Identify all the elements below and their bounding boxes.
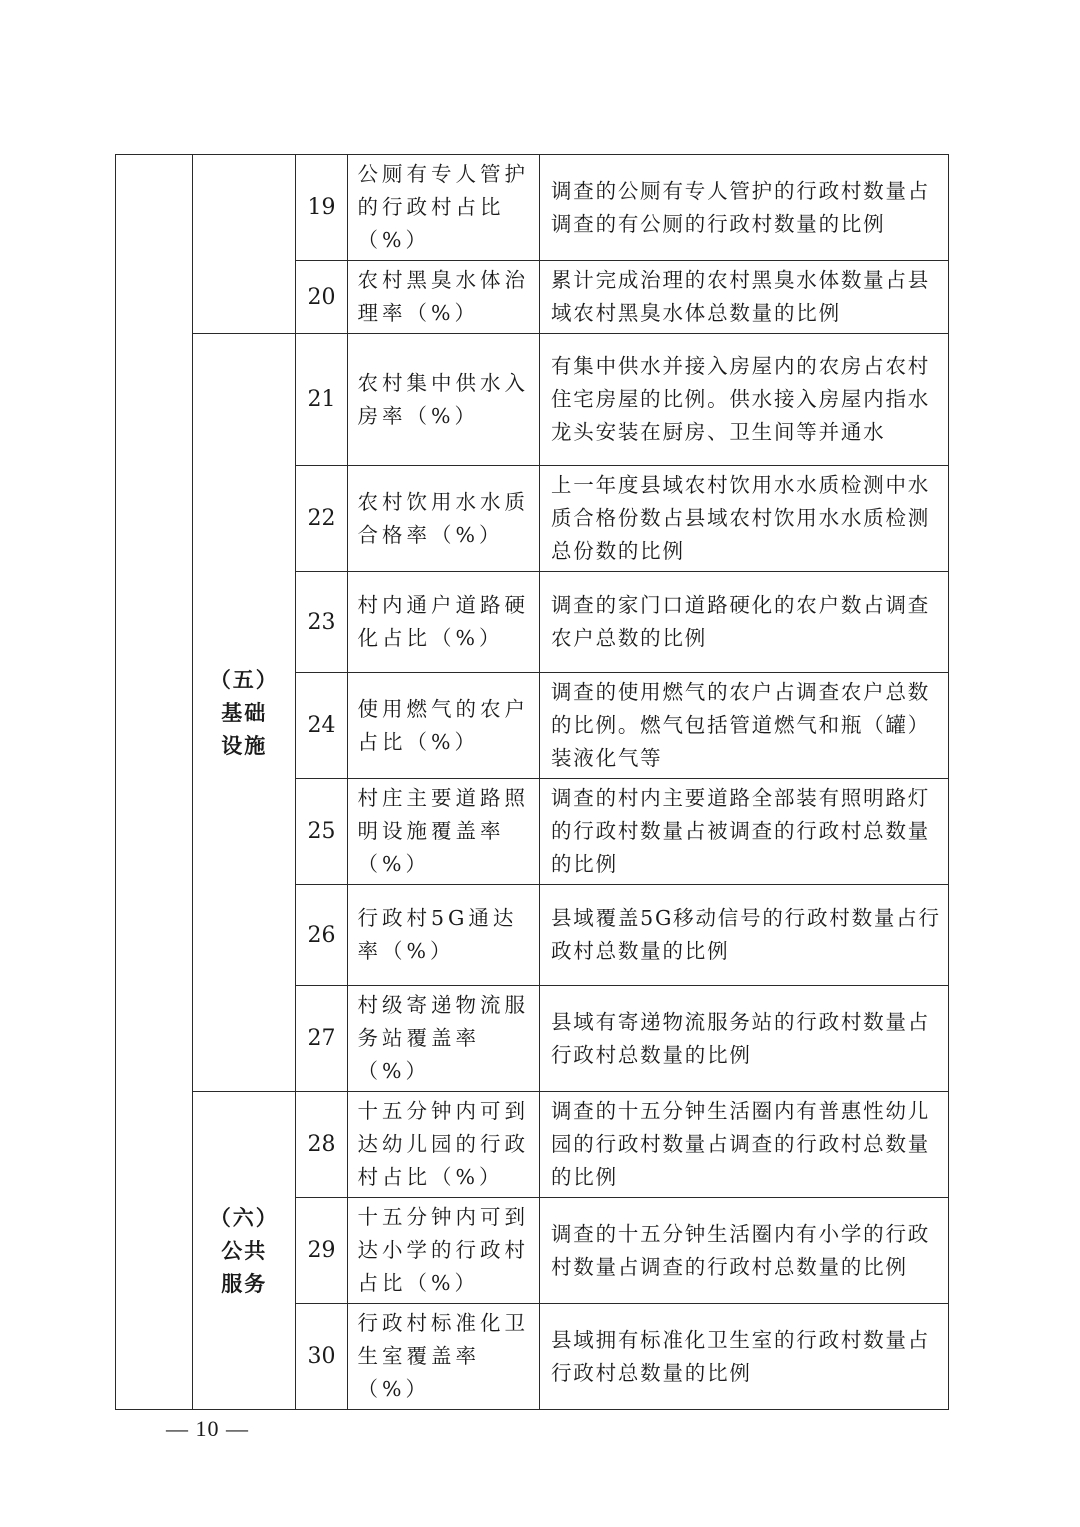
indicator-name: 十五分钟内可到达幼儿园的行政村占比（%） — [347, 1092, 539, 1198]
table-row — [116, 1092, 949, 1198]
indicator-description: 调查的家门口道路硬化的农户数占调查农户总数的比例 — [539, 572, 948, 673]
indicator-description: 调查的村内主要道路全部装有照明路灯的行政村数量占被调查的行政村总数量的比例 — [539, 779, 948, 885]
indicator-description: 县域有寄递物流服务站的行政村数量占行政村总数量的比例 — [539, 986, 948, 1092]
row-number: 22 — [296, 466, 347, 572]
indicator-description: 有集中供水并接入房屋内的农房占农村住宅房屋的比例。供水接入房屋内指水龙头安装在厨房、卫生间等并通水 — [539, 334, 948, 466]
category-line: （五） — [209, 667, 279, 692]
indicator-name: 村内通户道路硬化占比（%） — [347, 572, 539, 673]
category-line: 基础 — [221, 700, 268, 725]
indicator-name: 村庄主要道路照明设施覆盖率（%） — [347, 779, 539, 885]
indicator-description: 调查的公厕有专人管护的行政村数量占调查的有公厕的行政村数量的比例 — [539, 155, 948, 261]
indicator-name: 农村黑臭水体治理率（%） — [347, 261, 539, 334]
indicator-name: 使用燃气的农户占比（%） — [347, 673, 539, 779]
category-line: 服务 — [221, 1271, 268, 1296]
row-number: 26 — [296, 885, 347, 986]
row-number: 27 — [296, 986, 347, 1092]
row-number: 21 — [296, 334, 347, 466]
category-line: （六） — [209, 1205, 279, 1230]
indicator-name: 十五分钟内可到达小学的行政村占比（%） — [347, 1198, 539, 1304]
indicator-name: 公厕有专人管护的行政村占比（%） — [347, 155, 539, 261]
category-public-services — [193, 1092, 296, 1410]
category-cell-prev — [193, 155, 296, 334]
row-number: 30 — [296, 1304, 347, 1410]
indicator-name: 行政村5G通达率（%） — [347, 885, 539, 986]
indicator-description: 调查的使用燃气的农户占调查农户总数的比例。燃气包括管道燃气和瓶（罐）装液化气等 — [539, 673, 948, 779]
row-number: 28 — [296, 1092, 347, 1198]
table-row — [116, 334, 949, 466]
indicator-description: 县域覆盖5G移动信号的行政村数量占行政村总数量的比例 — [539, 885, 948, 986]
category-line: 公共 — [221, 1238, 268, 1263]
indicator-name: 行政村标准化卫生室覆盖率（%） — [347, 1304, 539, 1410]
category-infrastructure — [193, 334, 296, 1092]
indicator-description: 累计完成治理的农村黑臭水体数量占县域农村黑臭水体总数量的比例 — [539, 261, 948, 334]
indicator-description: 调查的十五分钟生活圈内有小学的行政村数量占调查的行政村总数量的比例 — [539, 1198, 948, 1304]
row-number: 23 — [296, 572, 347, 673]
indicator-description: 调查的十五分钟生活圈内有普惠性幼儿园的行政村数量占调查的行政村总数量的比例 — [539, 1092, 948, 1198]
indicator-name: 农村饮用水水质合格率（%） — [347, 466, 539, 572]
indicator-name: 村级寄递物流服务站覆盖率（%） — [347, 986, 539, 1092]
row-number: 20 — [296, 261, 347, 334]
table-row — [116, 155, 949, 261]
indicator-name: 农村集中供水入房率（%） — [347, 334, 539, 466]
row-number: 29 — [296, 1198, 347, 1304]
row-number: 24 — [296, 673, 347, 779]
category-line: 设施 — [221, 733, 268, 758]
page-number: — 10 — — [166, 1416, 249, 1441]
indicator-description: 县域拥有标准化卫生室的行政村数量占行政村总数量的比例 — [539, 1304, 948, 1410]
indicator-description: 上一年度县域农村饮用水水质检测中水质合格份数占县域农村饮用水水质检测总份数的比例 — [539, 466, 948, 572]
row-number: 19 — [296, 155, 347, 261]
indicator-table — [115, 154, 949, 1410]
row-number: 25 — [296, 779, 347, 885]
outer-category-cell — [116, 155, 193, 1410]
